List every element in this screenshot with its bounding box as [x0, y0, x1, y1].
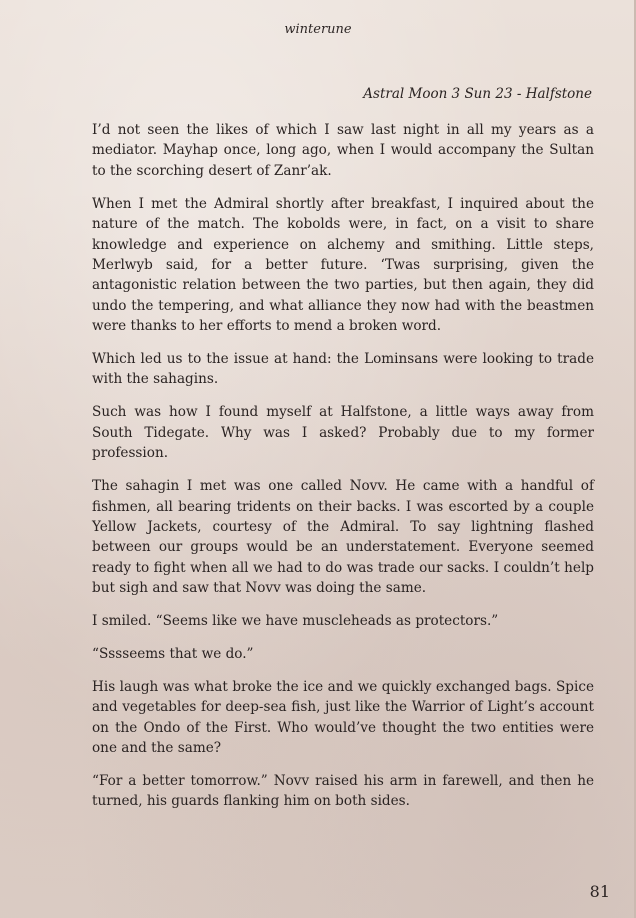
entry-body: [92, 120, 594, 824]
paragraph: The sahagin I met was one called Novv. He came with a handful of fishmen, all bearing tridents on their backs. I was escorted by a couple Yellow Jackets, courtesy of the Admiral. To say lightning flashed between our groups would be an understatement. Everyone seemed ready to fight when all we had to do was trade our sacks. I couldn’t help but sigh and saw that Novv was doing the same.: [92, 478, 594, 597]
page-number: 81: [589, 882, 610, 901]
paragraph: Such was how I found myself at Halfstone, a little ways away from South Tidegate. Why was I asked? Probably due to my former profession.: [92, 404, 594, 462]
paragraph: When I met the Admiral shortly after breakfast, I inquired about the nature of the match. The kobolds were, in fact, on a visit to share knowledge and experience on alchemy and smithing. Little steps, Merlwyb said, for a better future. ‘Twas surprising, given the antagonistic relation between the two parties, but then again, they did undo the tempering, and what alliance they now had with the beastmen were thanks to her efforts to mend a broken word.: [92, 195, 594, 335]
paragraph: His laugh was what broke the ice and we quickly exchanged bags. Spice and vegetables for deep-sea fish, just like the Warrior of Light’s account on the Ondo of the First. Who would’ve thought the two entities were one and the same?: [92, 678, 594, 757]
paragraph: “Sssseems that we do.”: [92, 645, 254, 662]
paragraph: Which led us to the issue at hand: the Lominsans were looking to trade with the sahagins.: [92, 351, 594, 388]
paragraph: I’d not seen the likes of which I saw last night in all my years as a mediator. Mayhap once, long ago, when I would accompany the Sultan to the scorching desert of Zanr’ak.: [92, 122, 594, 179]
paragraph: I smiled. “Seems like we have muscleheads as protectors.”: [92, 613, 499, 630]
running-title: winterune: [284, 22, 352, 37]
paragraph: “For a better tomorrow.” Novv raised his arm in farewell, and then he turned, his guards flanking him on both sides.: [92, 772, 594, 810]
entry-date-location: Astral Moon 3 Sun 23 - Halfstone: [363, 86, 592, 102]
